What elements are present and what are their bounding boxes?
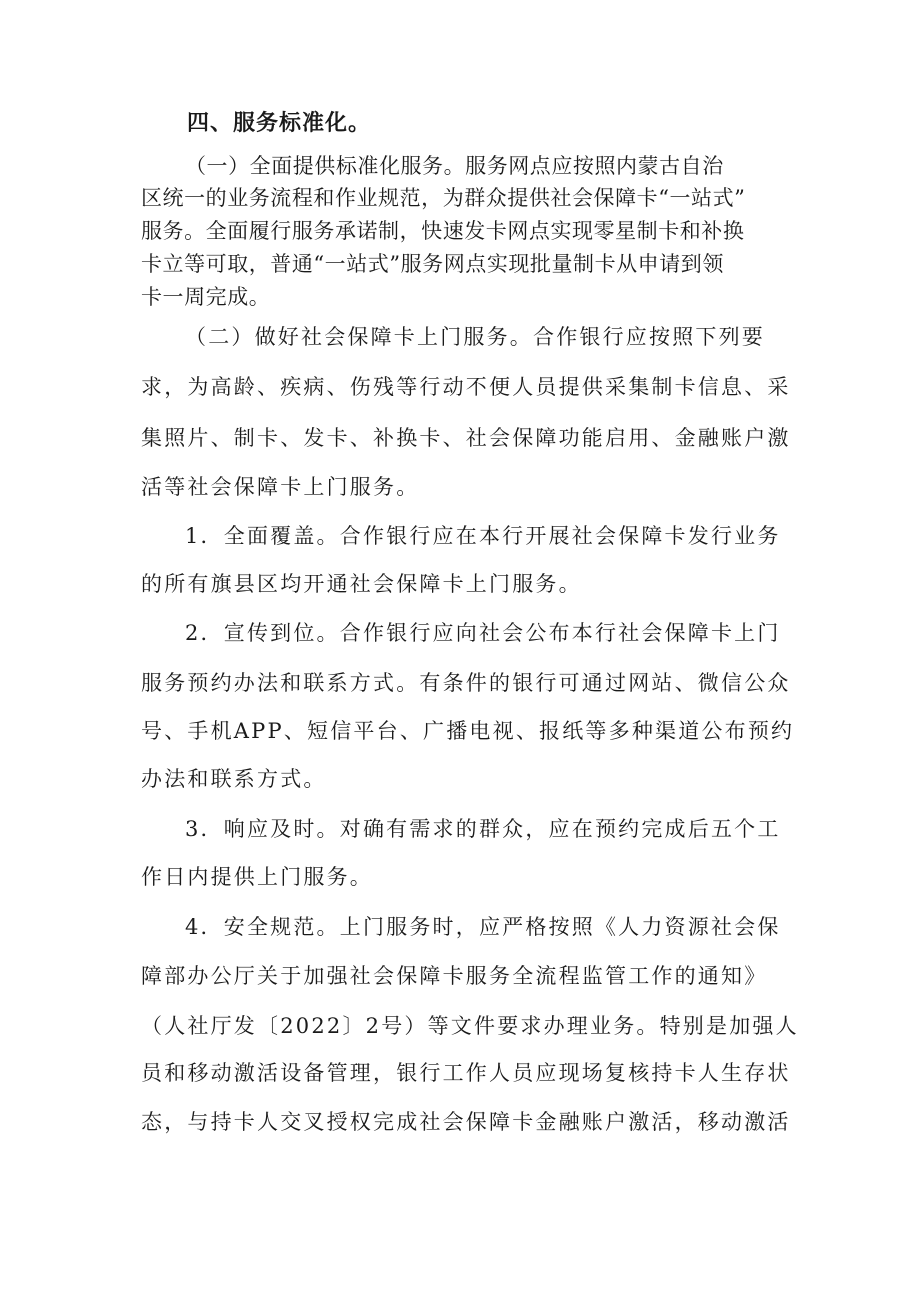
item-2-line-4: 办法和联系方式。	[141, 767, 327, 791]
item-4-line-4: 员和移动激活设备管理，银行工作人员应现场复核持卡人生存状	[141, 1061, 791, 1085]
item-2-line-3: 号、手机APP、短信平台、广播电视、报纸等多种渠道公布预约	[141, 719, 795, 743]
item-4-line-3: （人社厅发〔2022〕2号）等文件要求办理业务。特别是加强人	[141, 1014, 799, 1038]
paragraph-1-line-3: 服务。全面履行服务承诺制，快速发卡网点实现零星制卡和补换	[141, 219, 745, 243]
item-3-line-1: 3．响应及时。对确有需求的群众，应在预约完成后五个工	[185, 817, 781, 841]
item-4-line-2: 障部办公厅关于加强社会保障卡服务全流程监管工作的通知》	[141, 964, 768, 988]
paragraph-2-line-3: 集照片、制卡、发卡、补换卡、社会保障功能启用、金融账户激	[141, 426, 791, 450]
paragraph-1-line-2: 区统一的业务流程和作业规范，为群众提供社会保障卡“一站式”	[141, 186, 746, 210]
item-2-line-1: 2．宣传到位。合作银行应向社会公布本行社会保障卡上门	[185, 621, 781, 645]
paragraph-2-line-1: （二）做好社会保障卡上门服务。合作银行应按照下列要	[185, 325, 765, 349]
paragraph-1-line-1: （一）全面提供标准化服务。服务网点应按照内蒙古自治	[185, 154, 724, 178]
paragraph-1-line-5: 卡一周完成。	[141, 285, 271, 309]
item-1-line-1: 1．全面覆盖。合作银行应在本行开展社会保障卡发行业务	[185, 524, 781, 548]
item-4-line-5: 态，与持卡人交叉授权完成社会保障卡金融账户激活，移动激活	[141, 1110, 791, 1134]
paragraph-2-line-2: 求，为高龄、疾病、伤残等行动不便人员提供采集制卡信息、采	[141, 375, 791, 399]
item-2-line-2: 服务预约办法和联系方式。有条件的银行可通过网站、微信公众	[141, 671, 791, 695]
section-heading: 四、服务标准化。	[187, 111, 372, 136]
item-1-line-2: 的所有旗县区均开通社会保障卡上门服务。	[141, 572, 582, 596]
paragraph-1-line-4: 卡立等可取，普通“一站式”服务网点实现批量制卡从申请到领	[141, 252, 724, 276]
item-4-line-1: 4．安全规范。上门服务时，应严格按照《人力资源社会保	[185, 915, 781, 939]
paragraph-2-line-4: 活等社会保障卡上门服务。	[141, 475, 420, 499]
item-3-line-2: 作日内提供上门服务。	[141, 865, 373, 889]
